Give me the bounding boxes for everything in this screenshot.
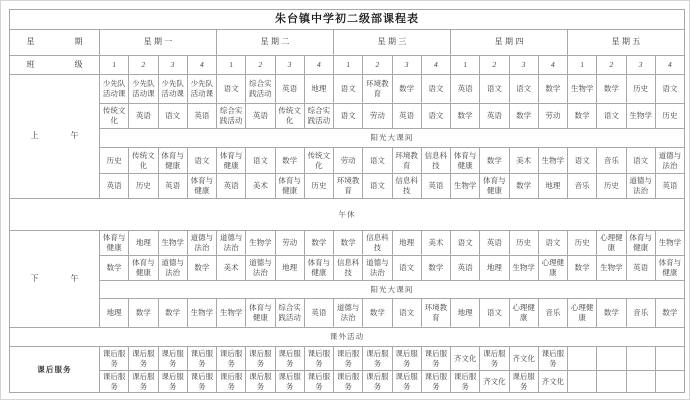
subject-cell: 地理 [129, 231, 158, 256]
subject-cell: 语文 [158, 104, 187, 129]
subject-cell: 语文 [363, 174, 392, 199]
class-number-cell: 1 [334, 56, 363, 75]
subject-cell: 英语 [655, 174, 684, 199]
subject-cell: 信息科技 [421, 148, 450, 174]
subject-cell: 齐文化 [538, 371, 567, 393]
subject-cell: 生物学 [451, 174, 480, 199]
subject-cell: 课后服务 [392, 347, 421, 371]
subject-cell: 课后服务 [538, 347, 567, 371]
subject-cell [568, 371, 597, 393]
class-number-cell: 2 [363, 56, 392, 75]
subject-cell: 传统文化 [100, 104, 129, 129]
subject-cell: 音乐 [568, 174, 597, 199]
subject-cell: 生物学 [217, 299, 246, 328]
subject-cell: 音乐 [597, 148, 626, 174]
subject-cell: 体育与健康 [451, 148, 480, 174]
subject-cell: 道德与法治 [158, 256, 187, 281]
subject-cell: 课后服务 [158, 347, 187, 371]
subject-cell: 环境教育 [334, 174, 363, 199]
timetable-title: 朱台镇中学初二级部课程表 [9, 9, 685, 29]
subject-cell: 数学 [334, 231, 363, 256]
class-number-cell: 1 [451, 56, 480, 75]
subject-cell: 数学 [655, 299, 684, 328]
subject-cell: 语文 [509, 75, 538, 104]
subject-cell: 英语 [187, 104, 216, 129]
subject-cell: 心理健康 [538, 256, 567, 281]
subject-cell: 生物学 [538, 148, 567, 174]
subject-cell: 体育与健康 [246, 299, 275, 328]
subject-cell: 课后服务 [246, 347, 275, 371]
subject-cell: 生物学 [158, 231, 187, 256]
class-number-cell: 2 [480, 56, 509, 75]
subject-cell: 语文 [217, 75, 246, 104]
subject-cell: 语文 [421, 75, 450, 104]
noon-break-label: 午休 [10, 199, 685, 231]
subject-cell: 齐文化 [509, 347, 538, 371]
section-label-after-school: 课后服务 [10, 347, 100, 393]
corner-week-label: 星 期 [10, 30, 100, 56]
section-label-morning: 上 午 [10, 75, 100, 199]
subject-cell: 课后服务 [304, 371, 333, 393]
subject-cell: 地理 [304, 75, 333, 104]
subject-cell: 课后服务 [363, 347, 392, 371]
subject-cell: 数学 [129, 299, 158, 328]
subject-cell: 历史 [509, 231, 538, 256]
subject-cell: 地理 [451, 299, 480, 328]
subject-cell: 语文 [480, 299, 509, 328]
subject-cell: 课后服务 [509, 371, 538, 393]
subject-cell: 语文 [392, 256, 421, 281]
subject-cell: 英语 [392, 104, 421, 129]
subject-cell [597, 347, 626, 371]
subject-cell: 英语 [451, 75, 480, 104]
subject-cell: 齐文化 [480, 371, 509, 393]
subject-cell: 地理 [275, 256, 304, 281]
subject-cell: 齐文化 [451, 347, 480, 371]
day-header: 星期三 [334, 30, 451, 56]
subject-cell: 英语 [158, 174, 187, 199]
class-number-cell: 3 [509, 56, 538, 75]
subject-cell: 道德与法治 [217, 231, 246, 256]
subject-cell: 数学 [568, 256, 597, 281]
subject-cell: 语文 [392, 299, 421, 328]
subject-cell: 地理 [538, 174, 567, 199]
subject-cell: 语文 [363, 148, 392, 174]
subject-cell: 数学 [451, 104, 480, 129]
subject-cell: 美术 [509, 148, 538, 174]
subject-cell: 生物学 [597, 256, 626, 281]
class-number-cell: 1 [100, 56, 129, 75]
subject-cell: 体育与健康 [304, 256, 333, 281]
subject-cell: 课后服务 [129, 371, 158, 393]
extracurricular-label: 课外活动 [10, 328, 685, 347]
subject-cell: 数学 [421, 256, 450, 281]
subject-cell: 体育与健康 [480, 174, 509, 199]
recess-break-label: 阳光大课间 [100, 129, 685, 148]
subject-cell: 课后服务 [275, 347, 304, 371]
subject-cell: 课后服务 [480, 347, 509, 371]
subject-cell: 语文 [334, 75, 363, 104]
subject-cell: 课后服务 [100, 347, 129, 371]
subject-cell: 课后服务 [421, 347, 450, 371]
subject-cell: 美术 [217, 256, 246, 281]
subject-cell: 心理健康 [597, 231, 626, 256]
subject-cell: 心理健康 [568, 299, 597, 328]
subject-cell: 劳动 [275, 231, 304, 256]
subject-cell: 音乐 [538, 299, 567, 328]
subject-cell: 课后服务 [217, 371, 246, 393]
subject-cell: 英语 [480, 104, 509, 129]
subject-cell: 地理 [392, 231, 421, 256]
subject-cell: 生物学 [509, 256, 538, 281]
subject-cell: 数学 [304, 231, 333, 256]
subject-cell: 课后服务 [304, 347, 333, 371]
subject-cell: 生物学 [626, 104, 655, 129]
subject-cell: 课后服务 [217, 347, 246, 371]
subject-cell: 课后服务 [451, 371, 480, 393]
subject-cell: 少先队活动课 [158, 75, 187, 104]
subject-cell: 传统文化 [129, 148, 158, 174]
subject-cell: 历史 [304, 174, 333, 199]
subject-cell: 综合实践活动 [275, 299, 304, 328]
timetable-grid [9, 29, 685, 393]
subject-cell: 课后服务 [100, 371, 129, 393]
subject-cell: 心理健康 [509, 299, 538, 328]
subject-cell: 少先队活动课 [100, 75, 129, 104]
day-header: 星期四 [451, 30, 568, 56]
subject-cell: 少先队活动课 [129, 75, 158, 104]
subject-cell: 综合实践活动 [217, 104, 246, 129]
class-number-cell: 4 [655, 56, 684, 75]
subject-cell: 数学 [597, 75, 626, 104]
subject-cell: 英语 [217, 174, 246, 199]
subject-cell: 信息科技 [334, 256, 363, 281]
subject-cell: 传统文化 [275, 104, 304, 129]
subject-cell: 语文 [480, 75, 509, 104]
subject-cell [626, 347, 655, 371]
subject-cell: 数学 [568, 104, 597, 129]
subject-cell: 英语 [246, 104, 275, 129]
subject-cell: 环境教育 [392, 148, 421, 174]
subject-cell: 数学 [363, 299, 392, 328]
class-number-cell: 1 [217, 56, 246, 75]
subject-cell: 语文 [655, 75, 684, 104]
class-number-cell: 3 [626, 56, 655, 75]
subject-cell: 道德与法治 [626, 174, 655, 199]
subject-cell: 英语 [421, 174, 450, 199]
subject-cell: 体育与健康 [217, 148, 246, 174]
subject-cell: 生物学 [246, 231, 275, 256]
subject-cell: 体育与健康 [158, 148, 187, 174]
subject-cell: 数学 [187, 256, 216, 281]
subject-cell: 课后服务 [187, 347, 216, 371]
subject-cell [655, 347, 684, 371]
subject-cell: 语文 [597, 104, 626, 129]
subject-cell: 生物学 [655, 231, 684, 256]
subject-cell: 语文 [187, 148, 216, 174]
class-number-cell: 2 [597, 56, 626, 75]
subject-cell [597, 371, 626, 393]
subject-cell: 道德与法治 [334, 299, 363, 328]
subject-cell: 体育与健康 [100, 231, 129, 256]
class-number-cell: 4 [304, 56, 333, 75]
subject-cell [626, 371, 655, 393]
subject-cell: 课后服务 [392, 371, 421, 393]
subject-cell: 数学 [509, 174, 538, 199]
class-number-cell: 3 [392, 56, 421, 75]
class-number-cell: 2 [129, 56, 158, 75]
subject-cell: 历史 [626, 75, 655, 104]
subject-cell: 劳动 [538, 104, 567, 129]
subject-cell: 课后服务 [334, 347, 363, 371]
subject-cell: 课后服务 [334, 371, 363, 393]
subject-cell: 环境教育 [363, 75, 392, 104]
subject-cell: 课后服务 [421, 371, 450, 393]
subject-cell: 课后服务 [187, 371, 216, 393]
subject-cell: 英语 [100, 174, 129, 199]
subject-cell: 数学 [275, 148, 304, 174]
subject-cell: 综合实践活动 [304, 104, 333, 129]
subject-cell: 语文 [538, 231, 567, 256]
subject-cell: 语文 [451, 231, 480, 256]
subject-cell: 历史 [568, 231, 597, 256]
subject-cell: 美术 [246, 174, 275, 199]
subject-cell: 数学 [158, 299, 187, 328]
subject-cell: 英语 [275, 75, 304, 104]
subject-cell: 英语 [304, 299, 333, 328]
subject-cell: 劳动 [363, 104, 392, 129]
subject-cell: 课后服务 [246, 371, 275, 393]
subject-cell: 数学 [597, 299, 626, 328]
subject-cell: 体育与健康 [275, 174, 304, 199]
subject-cell: 体育与健康 [187, 174, 216, 199]
subject-cell: 数学 [100, 256, 129, 281]
class-number-cell: 4 [538, 56, 567, 75]
subject-cell: 英语 [626, 256, 655, 281]
subject-cell: 课后服务 [363, 371, 392, 393]
subject-cell: 信息科技 [363, 231, 392, 256]
subject-cell: 数学 [392, 75, 421, 104]
subject-cell: 音乐 [626, 299, 655, 328]
subject-cell: 道德与法治 [363, 256, 392, 281]
subject-cell: 课后服务 [275, 371, 304, 393]
day-header: 星期二 [217, 30, 334, 56]
subject-cell: 语文 [334, 104, 363, 129]
subject-cell: 英语 [129, 104, 158, 129]
class-number-cell: 2 [246, 56, 275, 75]
subject-cell: 生物学 [568, 75, 597, 104]
class-number-cell: 1 [568, 56, 597, 75]
subject-cell: 语文 [421, 104, 450, 129]
day-header: 星期一 [100, 30, 217, 56]
subject-cell: 数学 [538, 75, 567, 104]
section-label-afternoon: 下 午 [10, 231, 100, 328]
subject-cell: 体育与健康 [626, 231, 655, 256]
subject-cell: 道德与法治 [187, 231, 216, 256]
subject-cell: 地理 [100, 299, 129, 328]
subject-cell: 历史 [129, 174, 158, 199]
subject-cell: 历史 [100, 148, 129, 174]
recess-break-label: 阳光大课间 [100, 281, 685, 299]
subject-cell: 体育与健康 [655, 256, 684, 281]
subject-cell: 少先队活动课 [187, 75, 216, 104]
subject-cell: 英语 [451, 256, 480, 281]
subject-cell: 美术 [421, 231, 450, 256]
subject-cell: 课后服务 [158, 371, 187, 393]
subject-cell: 地理 [480, 256, 509, 281]
subject-cell: 体育与健康 [129, 256, 158, 281]
subject-cell: 数学 [480, 148, 509, 174]
subject-cell: 语文 [246, 148, 275, 174]
subject-cell: 信息科技 [392, 174, 421, 199]
subject-cell: 语文 [626, 148, 655, 174]
subject-cell: 课后服务 [129, 347, 158, 371]
corner-class-label: 班 级 [10, 56, 100, 75]
subject-cell: 生物学 [187, 299, 216, 328]
class-number-cell: 3 [158, 56, 187, 75]
subject-cell: 道德与法治 [655, 148, 684, 174]
subject-cell: 语文 [568, 148, 597, 174]
subject-cell: 劳动 [334, 148, 363, 174]
subject-cell: 环境教育 [421, 299, 450, 328]
class-number-cell: 4 [421, 56, 450, 75]
subject-cell: 道德与法治 [246, 256, 275, 281]
class-number-cell: 3 [275, 56, 304, 75]
subject-cell: 综合实践活动 [246, 75, 275, 104]
day-header: 星期五 [568, 30, 685, 56]
subject-cell: 数学 [509, 104, 538, 129]
subject-cell [655, 371, 684, 393]
subject-cell: 传统文化 [304, 148, 333, 174]
subject-cell [568, 347, 597, 371]
subject-cell: 历史 [655, 104, 684, 129]
class-number-cell: 4 [187, 56, 216, 75]
subject-cell: 历史 [597, 174, 626, 199]
timetable-sheet [9, 9, 685, 393]
subject-cell: 英语 [480, 231, 509, 256]
